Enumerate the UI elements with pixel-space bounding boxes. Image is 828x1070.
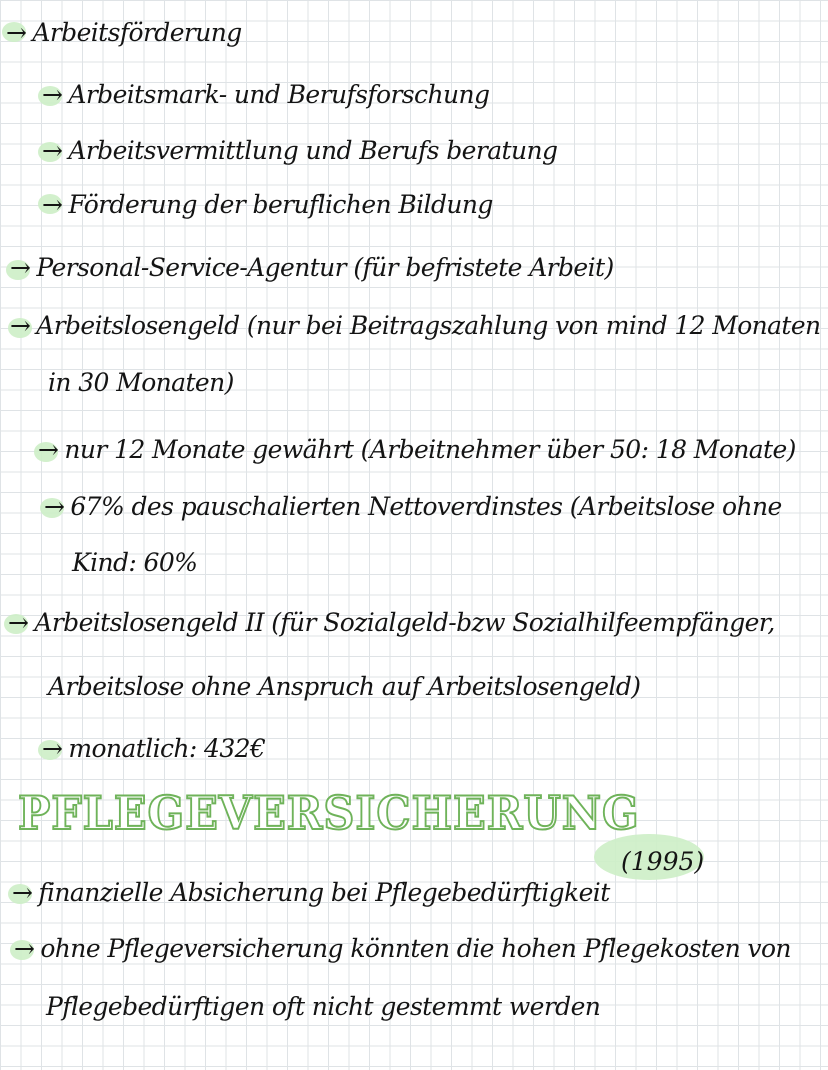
note-line — [42, 736, 265, 761]
heading-year: (1995) — [621, 847, 705, 876]
arrow-icon: → — [6, 18, 27, 47]
note-text: Arbeitslose ohne Anspruch auf Arbeitslosengeld) — [48, 672, 641, 701]
note-text: Arbeitsvermittlung und Berufs beratung — [68, 136, 558, 165]
arrow-icon: → — [10, 311, 31, 340]
note-text: in 30 Monaten) — [48, 368, 234, 397]
note-text: Pflegebedürftigen oft nicht gestemmt werden — [46, 992, 601, 1021]
arrow-icon: → — [8, 608, 29, 637]
note-text: Personal-Service-Agentur (für befristete Arbeit) — [36, 253, 614, 282]
note-text: Kind: 60% — [72, 548, 198, 577]
arrow-icon: → — [42, 190, 63, 219]
note-line — [48, 370, 234, 395]
note-line — [38, 437, 796, 462]
note-line — [14, 936, 791, 961]
note-line — [12, 880, 610, 905]
note-text: nur 12 Monate gewährt (Arbeitnehmer über 50: 18 Monate) — [64, 435, 796, 464]
note-text: Arbeitslosengeld (nur bei Beitragszahlung von mind 12 Monaten — [36, 311, 821, 340]
note-text: Arbeitslosengeld II (für Sozialgeld-bzw Sozialhilfeempfänger, — [34, 608, 775, 637]
arrow-icon: → — [10, 253, 31, 282]
arrow-icon: → — [42, 734, 63, 763]
section-heading: PFLEGEVERSICHERUNG — [18, 786, 640, 840]
note-line — [42, 138, 557, 163]
note-text: monatlich: 432€ — [68, 734, 266, 763]
note-text: Arbeitsmark- und Berufsforschung — [68, 80, 490, 109]
note-line — [46, 994, 600, 1019]
note-line — [44, 494, 782, 519]
note-line — [72, 550, 197, 575]
note-line — [48, 674, 640, 699]
note-line — [8, 610, 775, 635]
arrow-icon: → — [42, 136, 63, 165]
note-text: Förderung der beruflichen Bildung — [68, 190, 493, 219]
note-line — [10, 255, 614, 280]
arrow-icon: → — [38, 435, 59, 464]
note-text: Arbeitsförderung — [32, 18, 242, 47]
note-text: finanzielle Absicherung bei Pflegebedürftigkeit — [38, 878, 610, 907]
arrow-icon: → — [42, 80, 63, 109]
arrow-icon: → — [12, 878, 33, 907]
note-line — [10, 313, 820, 338]
note-text: 67% des pauschalierten Nettoverdinstes (Arbeitslose ohne — [70, 492, 782, 521]
arrow-icon: → — [14, 934, 35, 963]
arrow-icon: → — [44, 492, 65, 521]
note-line — [42, 82, 489, 107]
note-line — [42, 192, 493, 217]
note-line — [6, 20, 242, 45]
note-text: ohne Pflegeversicherung könnten die hohen Pflegekosten von — [40, 934, 791, 963]
